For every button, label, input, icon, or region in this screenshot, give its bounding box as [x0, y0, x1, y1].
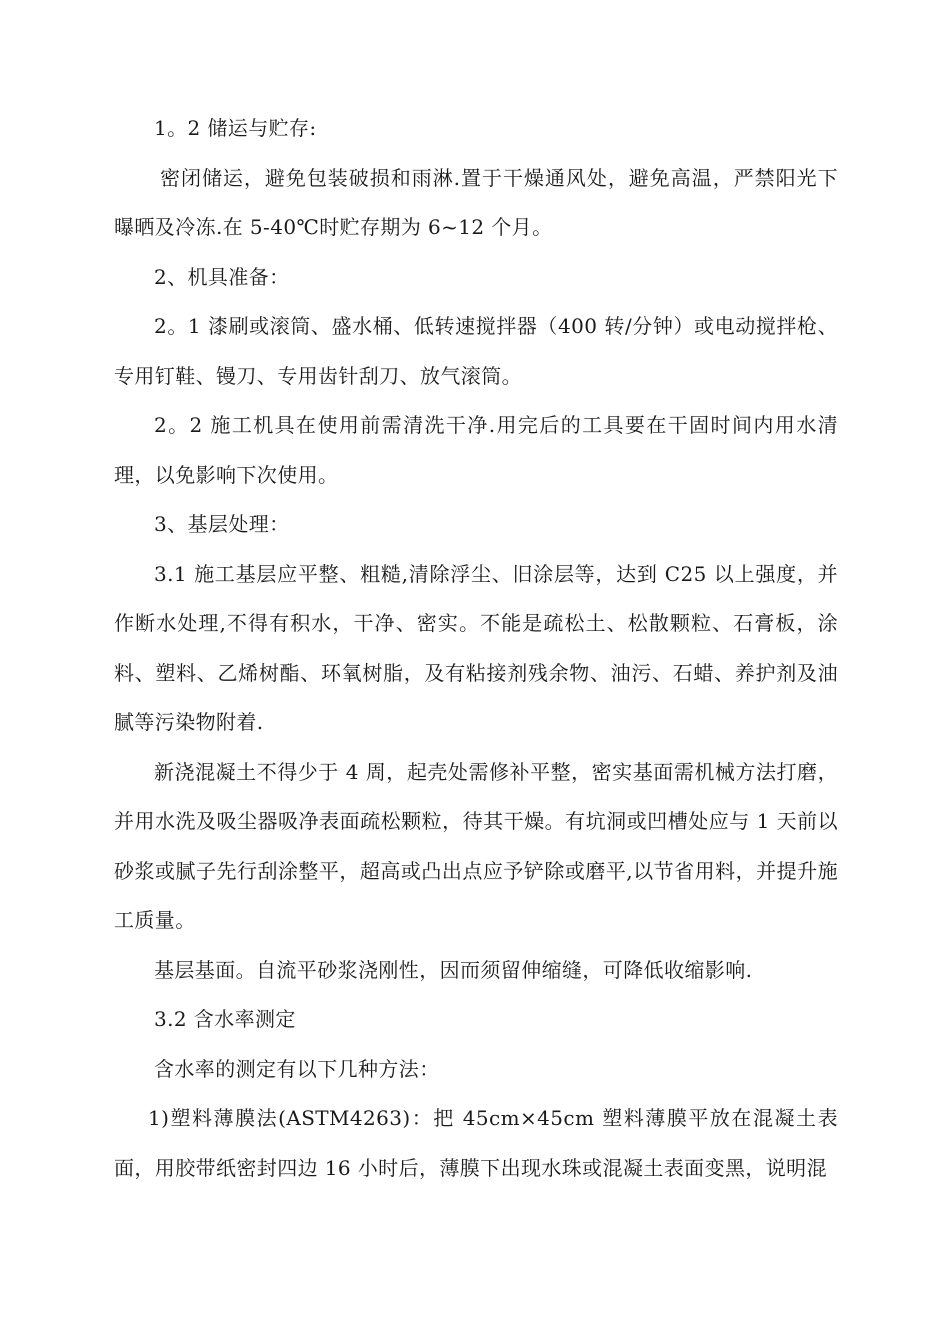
- paragraph-base-surface: 基层基面。自流平砂浆浇刚性，因而须留伸缩缝，可降低收缩影响.: [154, 957, 753, 982]
- document-body: [114, 104, 838, 1193]
- paragraph-section-3-heading: 3、基层处理：: [154, 512, 290, 536]
- paragraph-new-concrete: 新浇混凝土不得少于 4 周，起壳处需修补平整，密实基面需机械方法打磨，并用水洗及吸尘器吸净表面疏松颗粒，待其干燥。有坑洞或凹槽处应与 1 天前以砂浆或腻子先行刮涂整平，超高或凸出点应予铲除或磨平,以节省用料，并提升施工质量。: [114, 759, 838, 932]
- paragraph-moisture-methods: 含水率的测定有以下几种方法：: [154, 1056, 440, 1081]
- paragraph-storage-text: 密闭储运，避免包装破损和雨淋.置于干燥通风处，避免高温，严禁阳光下曝晒及冷冻.在 5-40℃时贮存期为 6~12 个月。: [114, 165, 838, 239]
- paragraph-section-2-heading: 2、机具准备：: [154, 264, 290, 289]
- paragraph-section-1-2-heading: 1。2 储运与贮存:: [154, 116, 317, 140]
- paragraph-section-2-2: 2。2 施工机具在使用前需清洗干净.用完后的工具要在干固时间内用水清理，以免影响下次使用。: [114, 413, 838, 487]
- paragraph-section-2-1: 2。1 漆刷或滚筒、盛水桶、低转速搅拌器（400 转/分钟）或电动搅拌枪、专用钉鞋、镘刀、专用齿针刮刀、放气滚筒。: [114, 314, 838, 388]
- paragraph-section-3-1: 3.1 施工基层应平整、粗糙,清除浮尘、旧涂层等，达到 C25 以上强度，并作断水处理,不得有积水，干净、密实。不能是疏松土、松散颗粒、石膏板，涂料、塑料、乙烯树酯、环氧树脂，及有粘接剂残余物、油污、石蜡、养护剂及油腻等污染物附着.: [114, 561, 838, 734]
- paragraph-plastic-film-method: 1)塑料薄膜法(ASTM4263)：把 45cm×45cm 塑料薄膜平放在混凝土表面，用胶带纸密封四边 16 小时后，薄膜下出现水珠或混凝土表面变黑，说明混: [114, 1106, 838, 1180]
- paragraph-section-3-2-heading: 3.2 含水率测定: [154, 1007, 296, 1031]
